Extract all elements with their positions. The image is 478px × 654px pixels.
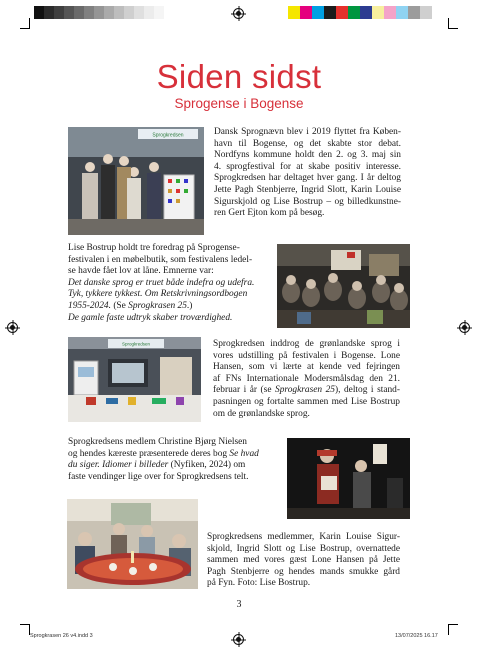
greenlandic-paragraph [213,339,400,420]
text-line: 4. sprogfestival for at skabe positiv interesse. [214,161,401,172]
book-title: du siger. Idiomer i billeder [68,460,169,471]
text-run: februar i år (se [213,385,276,396]
text-line: Jette Pagh Stenbjerre, Ingrid Slott, Karin Louise [214,184,401,195]
text-run: og hendes kæreste præsenterede deres bog [68,448,230,459]
lectures-paragraph [68,243,268,324]
caption-paragraph [207,532,400,590]
text-line: Pagh Stenbjerre og hendes mands smukke gård [207,566,400,577]
text-line: vores udstilling på festivalen i Bogense. Lone [213,350,400,361]
text-line: Dansk Sprognævn blev i 2019 flyttet fra Køben- [214,127,401,137]
photo3-banner: Sprogkredsen [121,341,151,347]
text-line: pasningen og fortalte sammen med Lise Bostrup [213,396,400,407]
text-line: Nordfyns kommune holdt den 2. og 3. maj sin [214,150,401,161]
lecture-title: Det danske sprog er truet både indefra og udefra. [68,277,255,288]
text-line: Sprogkredsens medlemmer, Karin Louise Sigur- [207,532,400,542]
performers-photo-icon [287,438,410,519]
registration-mark-bottom-icon [233,634,244,645]
color-bar-grayscale [34,6,192,19]
text-line: ren Gert Ejton kom på besøg. [214,208,325,219]
photo1-banner: Sprogkredsen [152,132,184,139]
crop-mark [448,28,458,29]
crop-mark [448,18,449,28]
reference-text: .) [186,300,193,311]
text-line: skjold, Ingrid Slott og Lise Bostrup, overnattede [207,543,400,554]
reference-text: (Se [110,300,129,311]
photo-performers [287,438,410,519]
lecture-title: Tyk, tykkere tykkest. Om Retskrivningsordbogen [68,289,248,300]
book-paragraph [68,437,273,483]
text-line: Sprogkredsen har deltaget hver gang. I år deltog [214,173,401,184]
slug-datetime: 13/07/2025 16.17 [395,633,438,639]
text-run: (Nyfiken, 2024) om [168,460,246,471]
lecture-title: De gamle faste udtryk skaber troværdighed. [68,312,233,323]
text-line: se havde fået lov at låne. Emnerne var: [68,266,214,277]
crop-mark [448,625,449,635]
booth-photo-icon [68,337,201,422]
color-bar-process [288,6,444,19]
crop-mark [20,28,30,29]
text-line [68,301,268,313]
magazine-reference: Sprogkrasen 25 [275,385,335,396]
text-line: Sprogkredsen inddrog de grønlandske sprog i [213,339,400,349]
crop-mark [448,624,458,625]
lecture-title-end: 1955-2024. [68,300,111,311]
text-line: om de grønlandske sprog. [213,408,310,419]
photo-dinner-table [67,499,198,589]
text-line: havn til Bogense, og det skabte stor debat. [214,138,401,149]
text-line: Sigurskjold og Lise Bostrup – og billedkunstne- [214,196,401,207]
text-line: af FNs Internationale Modersmålsdag den 21. [213,373,400,384]
text-line [68,449,273,461]
text-line: på Fyn. Foto: Lise Bostrup. [207,578,311,589]
photo-greenlandic-booth [68,337,201,422]
registration-mark-top-icon [233,8,244,19]
text-line [68,460,273,472]
intro-paragraph [214,127,401,220]
text-line: Lise Bostrup holdt tre foredrag på Sprogense- [68,243,240,253]
dinner-photo-icon [67,499,198,589]
group-photo-icon [68,127,204,235]
text-run: ), deltog i stand- [334,385,400,396]
audience-photo-icon [277,244,410,328]
magazine-reference: Sprogkrasen 25 [128,300,187,311]
text-line [213,385,400,397]
registration-mark-right-icon [459,322,470,333]
registration-mark-left-icon [7,322,18,333]
text-line: festivalen i en møbelbutik, som festivalens ledel- [68,254,253,265]
book-title: Se hvad [229,448,259,459]
text-line: Hansen, som vi lærte at kende ved fejringen [213,362,400,373]
page-title: Siden sidst [156,58,322,95]
text-line: sammen med vores gæst Lone Hansen på Jette [207,555,400,566]
photo-lecture-audience [277,244,410,328]
page-subtitle: Sprogense i Bogense [174,96,304,111]
slug-filename: Sprogkrasen 26 v4.indd 3 [30,633,93,639]
text-line: faste vendinger lige over for Sprogkredsens telt. [68,471,249,482]
crop-mark [29,18,30,28]
text-line: Sprogkredsens medlem Christine Bjørg Nielsen [68,437,247,447]
photo-group-at-booth [68,127,204,235]
page-number: 3 [236,599,242,610]
